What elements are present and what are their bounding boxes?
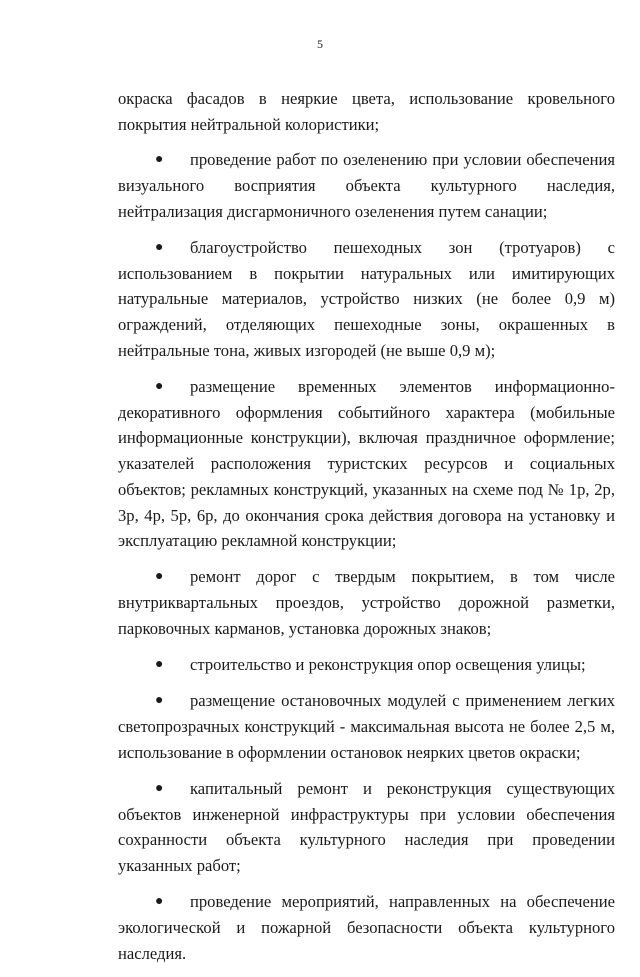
list-item-text: капитальный ремонт и реконструкция существующих объектов инженерной инфраструктуры при условии обеспечения сохранности объекта культурного наследия при проведении указанных работ; [118,778,615,875]
bullet-icon: ● [155,379,164,395]
list-item [118,776,615,879]
bullet-icon: ● [155,240,164,256]
list-item [118,235,615,364]
bullet-icon: ● [155,569,164,585]
bullet-icon: ● [155,780,164,796]
page-number: 5 [317,37,323,51]
list-item [118,889,615,966]
list-item-text: проведение мероприятий, направленных на обеспечение экологической и пожарной безопасности объекта культурного наследия. [118,892,615,963]
list-item [118,147,615,224]
list-item-text: строительство и реконструкция опор освещения улицы; [190,655,586,675]
bullet-icon: ● [155,693,164,709]
list-item-text: размещение временных элементов информационно-декоративного оформления событийного характера (мобильные информационные конструкции), включая праздничное оформление; указателей расположения туристских ресурсов и социальных объектов; рекламных конструкций, указанных на схеме под № 1р, 2р, 3р, 4р, 5р, 6р, до окончания срока действия договора на установку и эксплуатацию рекламной конструкции; [118,377,615,551]
list-item-text: размещение остановочных модулей с применением легких светопрозрачных конструкций - максимальная высота не более 2,5 м, использование в оформлении остановок неярких цветов окраски; [118,691,615,762]
bullet-icon: ● [155,657,164,673]
list-item [118,374,615,554]
list-item-text: проведение работ по озеленению при условии обеспечения визуального восприятия объекта культурного наследия, нейтрализация дисгармоничного озеленения путем санации; [118,150,615,221]
bullet-icon: ● [155,152,164,168]
list-item-text: ремонт дорог с твердым покрытием, в том числе внутриквартальных проездов, устройство дорожной разметки, парковочных карманов, установка дорожных знаков; [118,567,615,638]
list-item [118,564,615,641]
list-item [118,652,615,678]
list-item [118,688,615,765]
intro-paragraph: окраска фасадов в неяркие цвета, использование кровельного покрытия нейтральной колористики; [118,89,615,134]
document-body [118,86,615,977]
bullet-icon: ● [155,894,164,910]
list-item-text: благоустройство пешеходных зон (тротуаров) с использованием в покрытии натуральных или имитирующих натуральные материалов, устройство низких (не более 0,9 м) ограждений, отделяющих пешеходные зоны, окрашенных в нейтральные тона, живых изгородей (не выше 0,9 м); [118,238,615,360]
